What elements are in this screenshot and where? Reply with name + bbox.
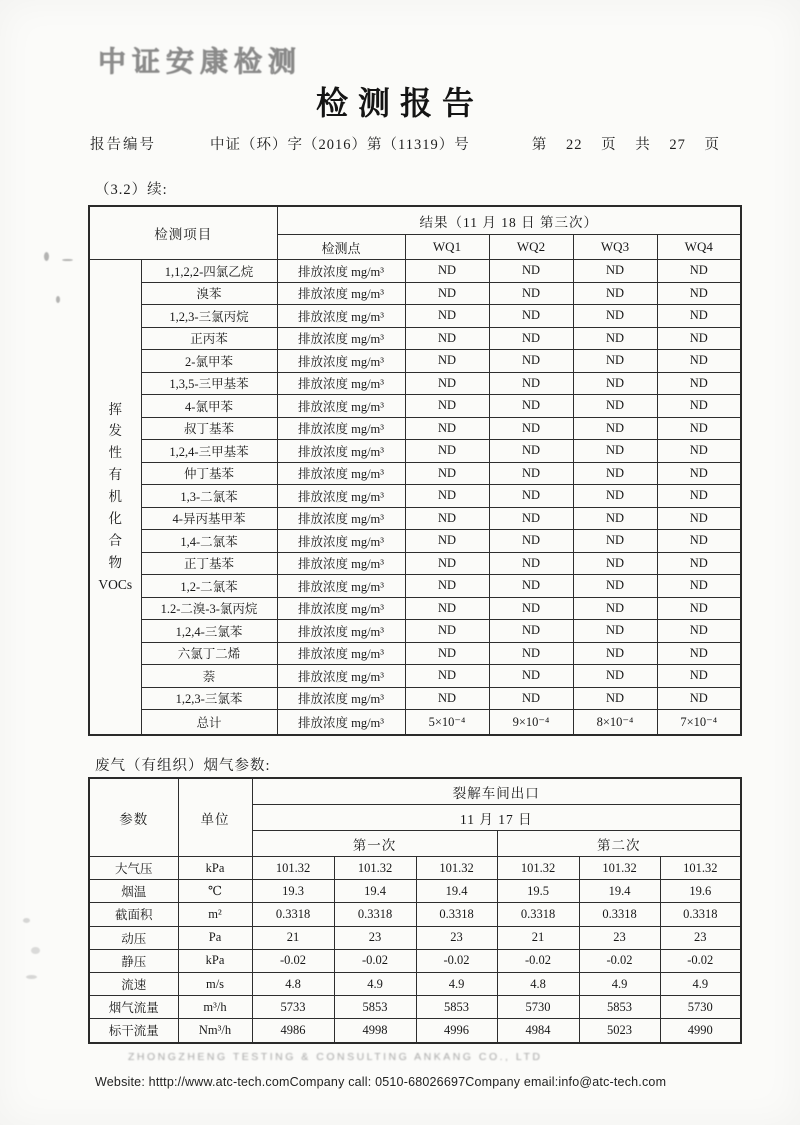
voc-group-label: 挥 发 性 有 机 化 合 物 VOCs [89,260,141,736]
voc-value-cell: ND [657,530,741,553]
voc-value-cell: ND [489,440,573,463]
voc-value-cell: ND [573,485,657,508]
flue-value-cell: 4.8 [497,972,579,995]
voc-value-cell: ND [657,687,741,710]
flue-table-row [89,949,741,972]
flue-value-cell: 19.5 [497,880,579,903]
voc-value-cell: ND [489,417,573,440]
voc-value-cell: ND [657,642,741,665]
voc-value-cell: 5×10⁻⁴ [405,710,489,736]
voc-value-cell: ND [573,507,657,530]
report-number-line [90,133,720,155]
voc-value-cell: ND [405,485,489,508]
flue-unit-cell: Nm³/h [178,1019,252,1043]
footer-contact-line: Website: htttp://www.atc-tech.comCompany call: 0510-68026697Company email:info@atc-tech.com [95,1075,667,1089]
voc-substance-name: 正丙苯 [141,327,277,350]
voc-unit-cell: 排放浓度 mg/m³ [277,395,405,418]
voc-value-cell: ND [405,417,489,440]
flue-param-cell: 标干流量 [89,1019,178,1043]
voc-table-row [89,260,741,283]
scan-artifact [31,947,40,954]
flue-value-cell: 0.3318 [497,903,579,926]
flue-unit-cell: kPa [178,857,252,880]
flue-unit-cell: Pa [178,926,252,949]
voc-value-cell: ND [489,642,573,665]
voc-value-cell: ND [489,260,573,283]
voc-substance-name: 1.2-二溴-3-氯丙烷 [141,597,277,620]
company-stamp-logo: 中证安康检测 [98,47,303,78]
voc-value-cell: ND [657,282,741,305]
voc-header-col-wq1: WQ1 [405,235,489,260]
voc-unit-cell: 排放浓度 mg/m³ [277,507,405,530]
voc-header-result: 结果（11 月 18 日 第三次） [277,206,741,235]
flue-value-cell: 4986 [252,1019,334,1043]
voc-value-cell: ND [657,350,741,373]
flue-header-run2: 第二次 [497,831,741,857]
voc-unit-cell: 排放浓度 mg/m³ [277,350,405,373]
flue-table-row [89,857,741,880]
flue-unit-cell: m² [178,903,252,926]
voc-table-row [89,440,741,463]
voc-value-cell: ND [573,417,657,440]
voc-substance-name: 1,2,3-三氯苯 [141,687,277,710]
flue-value-cell: 101.32 [334,857,416,880]
voc-unit-cell: 排放浓度 mg/m³ [277,665,405,688]
flue-table-row [89,972,741,995]
voc-value-cell: ND [489,305,573,328]
flue-table-row [89,996,741,1019]
flue-value-cell: 5023 [579,1019,660,1043]
voc-value-cell: ND [657,327,741,350]
voc-value-cell: ND [657,372,741,395]
voc-value-cell: ND [405,620,489,643]
voc-value-cell: ND [657,485,741,508]
flue-value-cell: 5853 [416,996,497,1019]
voc-value-cell: 7×10⁻⁴ [657,710,741,736]
flue-value-cell: 0.3318 [252,903,334,926]
voc-table-row [89,282,741,305]
flue-value-cell: -0.02 [334,949,416,972]
voc-value-cell: ND [573,440,657,463]
page-number-info: 第 22 页 共 27 页 [531,137,720,153]
flue-param-cell: 动压 [89,926,178,949]
voc-value-cell: ND [573,665,657,688]
voc-value-cell: ND [573,530,657,553]
voc-value-cell: 8×10⁻⁴ [573,710,657,736]
voc-unit-cell: 排放浓度 mg/m³ [277,372,405,395]
voc-unit-cell: 排放浓度 mg/m³ [277,642,405,665]
voc-table-row [89,327,741,350]
flue-param-cell: 烟温 [89,880,178,903]
voc-value-cell: ND [657,395,741,418]
voc-header-col-wq4: WQ4 [657,235,741,260]
voc-unit-cell: 排放浓度 mg/m³ [277,305,405,328]
voc-value-cell: ND [657,260,741,283]
voc-header-item: 检测项目 [89,206,277,260]
voc-value-cell: ND [489,327,573,350]
flue-value-cell: 21 [252,926,334,949]
voc-substance-name: 总计 [141,710,277,736]
flue-value-cell: 5733 [252,996,334,1019]
voc-value-cell: ND [405,260,489,283]
voc-value-cell: ND [489,395,573,418]
flue-param-cell: 流速 [89,972,178,995]
voc-value-cell: ND [573,395,657,418]
voc-substance-name: 萘 [141,665,277,688]
flue-header-location: 裂解车间出口 [252,778,741,805]
voc-unit-cell: 排放浓度 mg/m³ [277,327,405,350]
voc-header-col-wq3: WQ3 [573,235,657,260]
voc-substance-name: 正丁基苯 [141,552,277,575]
flue-value-cell: 4.9 [334,972,416,995]
flue-value-cell: 19.4 [416,880,497,903]
flue-value-cell: 5730 [660,996,741,1019]
voc-value-cell: ND [405,372,489,395]
voc-value-cell: ND [489,350,573,373]
flue-value-cell: 4.9 [660,972,741,995]
report-number-value: 中证（环）字（2016）第（11319）号 [210,137,470,153]
voc-results-table [88,205,742,736]
voc-value-cell: ND [657,575,741,598]
flue-value-cell: 101.32 [579,857,660,880]
flue-value-cell: 5853 [334,996,416,1019]
voc-value-cell: ND [489,282,573,305]
voc-value-cell: ND [405,395,489,418]
voc-value-cell: ND [489,507,573,530]
voc-substance-name: 2-氯甲苯 [141,350,277,373]
voc-table-row [89,485,741,508]
voc-substance-name: 1,2-二氯苯 [141,575,277,598]
voc-table-row [89,620,741,643]
flue-value-cell: 19.4 [334,880,416,903]
scan-artifact [23,918,30,923]
voc-value-cell: ND [573,620,657,643]
flue-value-cell: 4.8 [252,972,334,995]
voc-substance-name: 1,2,3-三氯丙烷 [141,305,277,328]
voc-substance-name: 叔丁基苯 [141,417,277,440]
flue-unit-cell: m³/h [178,996,252,1019]
footer-company-stamp: ZHONGZHENG TESTING & CONSULTING ANKANG CO., LTD [128,1051,543,1063]
voc-value-cell: ND [405,462,489,485]
flue-value-cell: 21 [497,926,579,949]
voc-unit-cell: 排放浓度 mg/m³ [277,530,405,553]
voc-substance-name: 1,3,5-三甲基苯 [141,372,277,395]
flue-param-cell: 静压 [89,949,178,972]
voc-value-cell: ND [405,507,489,530]
voc-value-cell: ND [573,642,657,665]
voc-value-cell: ND [405,327,489,350]
voc-value-cell: ND [405,687,489,710]
flue-value-cell: 23 [416,926,497,949]
section-label: （3.2）续: [95,182,168,198]
voc-unit-cell: 排放浓度 mg/m³ [277,462,405,485]
voc-value-cell: ND [573,350,657,373]
voc-value-cell: ND [405,282,489,305]
report-number-label: 报告编号 [90,137,156,153]
voc-value-cell: ND [489,372,573,395]
voc-substance-name: 4-氯甲苯 [141,395,277,418]
voc-substance-name: 1,3-二氯苯 [141,485,277,508]
voc-value-cell: ND [657,620,741,643]
voc-value-cell: ND [573,282,657,305]
voc-unit-cell: 排放浓度 mg/m³ [277,485,405,508]
flue-value-cell: -0.02 [660,949,741,972]
voc-unit-cell: 排放浓度 mg/m³ [277,620,405,643]
voc-value-cell: 9×10⁻⁴ [489,710,573,736]
flue-param-cell: 截面积 [89,903,178,926]
voc-value-cell: ND [573,327,657,350]
voc-value-cell: ND [489,552,573,575]
voc-value-cell: ND [405,642,489,665]
flue-header-unit: 单位 [178,778,252,857]
voc-value-cell: ND [405,575,489,598]
flue-table-row [89,926,741,949]
voc-value-cell: ND [573,552,657,575]
voc-unit-cell: 排放浓度 mg/m³ [277,687,405,710]
flue-value-cell: 101.32 [497,857,579,880]
voc-table-row [89,575,741,598]
scan-artifact [62,259,73,261]
voc-value-cell: ND [573,305,657,328]
voc-unit-cell: 排放浓度 mg/m³ [277,440,405,463]
flue-table-header-row-1 [89,778,741,805]
flue-header-run1: 第一次 [252,831,497,857]
voc-substance-name: 溴苯 [141,282,277,305]
voc-value-cell: ND [573,575,657,598]
flue-value-cell: 4990 [660,1019,741,1043]
voc-value-cell: ND [657,552,741,575]
flue-unit-cell: ℃ [178,880,252,903]
flue-value-cell: 19.3 [252,880,334,903]
voc-value-cell: ND [405,440,489,463]
flue-param-cell: 烟气流量 [89,996,178,1019]
voc-value-cell: ND [657,417,741,440]
voc-unit-cell: 排放浓度 mg/m³ [277,282,405,305]
voc-value-cell: ND [489,620,573,643]
voc-value-cell: ND [489,530,573,553]
flue-value-cell: 5730 [497,996,579,1019]
voc-unit-cell: 排放浓度 mg/m³ [277,417,405,440]
voc-table-row [89,687,741,710]
voc-value-cell: ND [489,462,573,485]
flue-table-label: 废气（有组织）烟气参数: [95,758,271,774]
flue-value-cell: 23 [660,926,741,949]
flue-header-date: 11 月 17 日 [252,805,741,831]
voc-unit-cell: 排放浓度 mg/m³ [277,260,405,283]
voc-value-cell: ND [405,305,489,328]
flue-value-cell: 4.9 [579,972,660,995]
voc-unit-cell: 排放浓度 mg/m³ [277,575,405,598]
voc-unit-cell: 排放浓度 mg/m³ [277,552,405,575]
voc-value-cell: ND [405,530,489,553]
flue-table-row [89,880,741,903]
flue-table-row [89,1019,741,1043]
voc-table-row [89,530,741,553]
voc-substance-name: 1,2,4-三甲基苯 [141,440,277,463]
flue-gas-table [88,777,742,1044]
flue-value-cell: 4996 [416,1019,497,1043]
voc-value-cell: ND [405,597,489,620]
flue-value-cell: 101.32 [660,857,741,880]
voc-table-row [89,350,741,373]
voc-table-row [89,642,741,665]
flue-unit-cell: kPa [178,949,252,972]
flue-value-cell: 0.3318 [334,903,416,926]
flue-value-cell: 101.32 [416,857,497,880]
flue-unit-cell: m/s [178,972,252,995]
voc-value-cell: ND [573,260,657,283]
voc-value-cell: ND [405,350,489,373]
voc-value-cell: ND [573,372,657,395]
voc-value-cell: ND [657,507,741,530]
flue-value-cell: -0.02 [252,949,334,972]
voc-unit-cell: 排放浓度 mg/m³ [277,710,405,736]
voc-substance-name: 仲丁基苯 [141,462,277,485]
voc-table-row [89,372,741,395]
flue-value-cell: 23 [334,926,416,949]
voc-header-col-wq2: WQ2 [489,235,573,260]
voc-value-cell: ND [489,597,573,620]
voc-substance-name: 1,4-二氯苯 [141,530,277,553]
voc-table-row [89,552,741,575]
flue-value-cell: 0.3318 [660,903,741,926]
voc-value-cell: ND [657,462,741,485]
flue-value-cell: 0.3318 [416,903,497,926]
voc-value-cell: ND [573,462,657,485]
flue-value-cell: 19.4 [579,880,660,903]
voc-value-cell: ND [657,305,741,328]
voc-value-cell: ND [657,440,741,463]
voc-value-cell: ND [657,665,741,688]
page-title: 检测报告 [315,85,484,121]
voc-value-cell: ND [405,552,489,575]
voc-header-point: 检测点 [277,235,405,260]
voc-substance-name: 六氯丁二烯 [141,642,277,665]
voc-table-row [89,395,741,418]
flue-value-cell: -0.02 [579,949,660,972]
scan-artifact [56,296,60,303]
flue-value-cell: 4.9 [416,972,497,995]
voc-value-cell: ND [657,597,741,620]
flue-table-row [89,903,741,926]
voc-value-cell: ND [489,665,573,688]
voc-table-header-row-1 [89,206,741,235]
scan-artifact [44,252,49,261]
scan-artifact [26,975,37,979]
voc-table-row [89,710,741,736]
flue-value-cell: 19.6 [660,880,741,903]
voc-value-cell: ND [573,687,657,710]
voc-substance-name: 1,2,4-三氯苯 [141,620,277,643]
voc-value-cell: ND [489,485,573,508]
voc-table-row [89,597,741,620]
voc-unit-cell: 排放浓度 mg/m³ [277,597,405,620]
voc-substance-name: 4-异丙基甲苯 [141,507,277,530]
flue-value-cell: 0.3318 [579,903,660,926]
voc-value-cell: ND [489,687,573,710]
voc-table-row [89,665,741,688]
flue-value-cell: 5853 [579,996,660,1019]
voc-substance-name: 1,1,2,2-四氯乙烷 [141,260,277,283]
flue-header-param: 参数 [89,778,178,857]
flue-value-cell: 4984 [497,1019,579,1043]
flue-value-cell: 101.32 [252,857,334,880]
voc-table-row [89,417,741,440]
voc-table-row [89,507,741,530]
flue-value-cell: 23 [579,926,660,949]
flue-value-cell: 4998 [334,1019,416,1043]
voc-table-row [89,462,741,485]
voc-table-row [89,305,741,328]
flue-value-cell: -0.02 [416,949,497,972]
flue-param-cell: 大气压 [89,857,178,880]
voc-value-cell: ND [489,575,573,598]
voc-value-cell: ND [405,665,489,688]
flue-value-cell: -0.02 [497,949,579,972]
voc-value-cell: ND [573,597,657,620]
